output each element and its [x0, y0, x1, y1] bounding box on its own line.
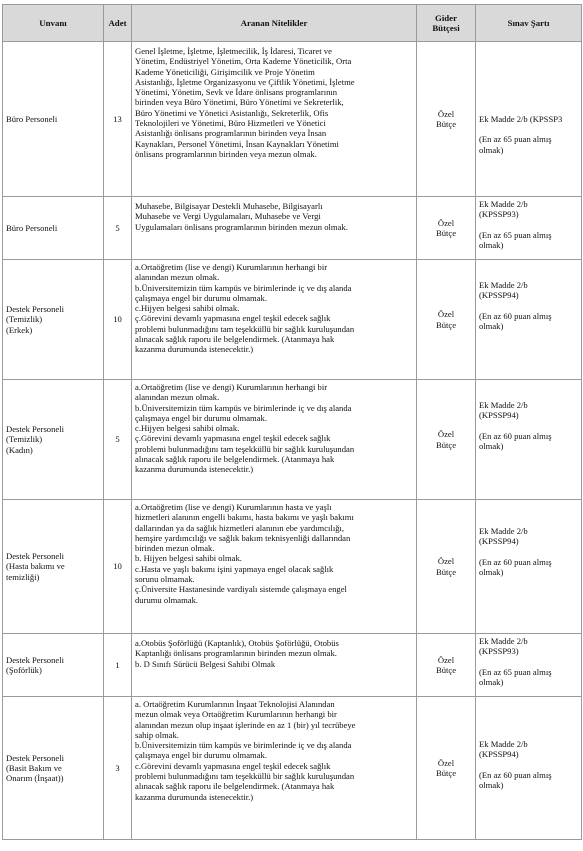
- nitelik-line: problemi bulunmadığını tam teşekküllü bir sağlık kuruluşundan: [135, 323, 355, 334]
- unvan-line: (Basit Bakım ve: [6, 762, 62, 773]
- gider-line: Bütçe: [435, 566, 457, 577]
- gider-line: Bütçe: [435, 439, 457, 450]
- sinav-line: (KPSSP94): [479, 749, 519, 760]
- sinav-sarti-cell: [476, 197, 582, 260]
- sinav-sarti-cell: [476, 634, 582, 697]
- adet-cell: 10: [104, 260, 132, 380]
- nitelik-line: önlisans programlarının birinden veya mezun olmak.: [135, 148, 317, 159]
- sinav-line: (KPSSP94): [479, 410, 519, 421]
- line-gap: [479, 220, 578, 230]
- sinav-sarti-cell: [476, 380, 582, 500]
- table-body: [3, 42, 582, 840]
- header-nitelikler: Aranan Nitelikler: [132, 5, 417, 42]
- header-sinav-sarti: Sınav Şartı: [476, 5, 582, 42]
- gider-butcesi-cell: [417, 42, 476, 197]
- sinav-line: (KPSSP93): [479, 646, 519, 657]
- unvan-cell: [3, 260, 104, 380]
- nitelik-line: b.Üniversitemizin tüm kampüs ve birimlerinde iç ve dış alanda: [135, 740, 352, 751]
- nitelik-line: durumu olmamak.: [135, 594, 199, 605]
- nitelik-line: ç.Görevini devamlı yapmasına engel teşkil edecek sağlık: [135, 433, 331, 444]
- nitelik-line: dallarından ya da sağlık hizmetleri alanının ebe yardımcılığı,: [135, 522, 345, 533]
- gider-butcesi-cell: [417, 500, 476, 634]
- sinav-line: (En az 65 puan almış: [479, 666, 552, 677]
- table-header-row: [3, 5, 582, 42]
- line-gap: [479, 124, 578, 134]
- header-gider-line: Gider: [435, 12, 457, 23]
- unvan-line: temizliği): [6, 571, 40, 582]
- line-gap: [479, 421, 578, 431]
- nitelik-line: mezun olmak veya Ortaöğretim Kurumlarının herhangi bir: [135, 709, 337, 720]
- table-row: [3, 697, 582, 840]
- nitelik-line: Teknolojileri ve Yönetimi, Büro Hizmetleri ve Yönetici: [135, 118, 326, 129]
- sinav-line: olmak): [479, 440, 504, 451]
- gider-line: Bütçe: [435, 768, 457, 778]
- gider-line: Özel: [437, 654, 455, 665]
- gider-line: Özel: [437, 757, 455, 768]
- unvan-line: (Kadın): [6, 444, 33, 455]
- nitelik-line: b.Üniversitemizin tüm kampüs ve birimlerinde iç ve dış alanda: [135, 282, 352, 293]
- nitelik-line: alınacak sağlık raporu ile belgelendirmek. (Atanmaya hak: [135, 454, 335, 465]
- sinav-line: Ek Madde 2/b: [479, 280, 528, 290]
- nitelik-line: alınacak sağlık raporu ile belgelendirmek. (Atanmaya hak: [135, 334, 335, 345]
- header-gider-line: Bütçesi: [432, 23, 460, 33]
- nitelik-line: alanından mezun olmak.: [135, 392, 220, 403]
- unvan-line: Büro Personeli: [6, 113, 58, 124]
- nitelik-line: problemi bulunmadığını tam teşekküllü bir sağlık kuruluşundan: [135, 771, 355, 782]
- nitelik-line: çalışmaya engel bir durumu olmamak.: [135, 292, 267, 303]
- sinav-line: Ek Madde 2/b (KPSSP3: [479, 114, 563, 124]
- nitelik-line: c.Hijyen belgesi sahibi olmak.: [135, 423, 240, 434]
- adet-cell: 3: [104, 697, 132, 840]
- unvan-line: (Temizlik): [6, 434, 43, 445]
- adet-cell: 10: [104, 500, 132, 634]
- unvan-line: Destek Personeli: [6, 424, 64, 435]
- sinav-line: (KPSSP94): [479, 290, 519, 301]
- nitelik-line: alınacak sağlık raporu ile belgelendirmek. (Atanmaya hak: [135, 781, 335, 792]
- table-row: [3, 380, 582, 500]
- nitelik-line: Muhasebe ve Vergi Uygulamaları, Muhasebe ve Vergi: [135, 211, 321, 222]
- nitelik-line: a.Ortaöğretim (lise ve dengi) Kurumlarının herhangi bir: [135, 382, 328, 392]
- sinav-line: (En az 60 puan almış: [479, 430, 552, 441]
- gider-line: Bütçe: [435, 119, 457, 129]
- nitelikler-cell: [132, 634, 417, 697]
- sinav-line: (En az 60 puan almış: [479, 310, 552, 321]
- unvan-line: Destek Personeli: [6, 304, 64, 315]
- nitelikler-cell: [132, 197, 417, 260]
- sinav-line: olmak): [479, 676, 504, 687]
- nitelik-line: Asistanlığı önlisans programlarının birinden veya İnsan: [135, 128, 327, 139]
- nitelik-line: c.Görevini devamlı yapmasına engel teşkil edecek sağlık: [135, 760, 331, 771]
- nitelik-line: alanından mezun olup inşaat işlerinde en az 1 (bir) yıl tecrübeye: [135, 719, 356, 730]
- unvan-line: Büro Personeli: [6, 222, 58, 233]
- nitelik-line: alanından mezun olmak.: [135, 272, 220, 283]
- nitelik-line: çalışmaya engel bir durumu olmamak.: [135, 750, 267, 761]
- nitelik-line: c.Hijyen belgesi sahibi olmak.: [135, 303, 240, 314]
- table-row: [3, 260, 582, 380]
- nitelik-line: birinden veya Büro Yönetimi, Büro Yönetimi ve Sekreterlik,: [135, 97, 344, 108]
- sinav-line: (En az 65 puan almış: [479, 229, 552, 240]
- sinav-line: olmak): [479, 566, 504, 577]
- adet-cell: 5: [104, 380, 132, 500]
- line-gap: [479, 760, 578, 770]
- nitelik-line: hizmetleri alanının engelli bakımı, hasta bakımı ve yaşlı bakımı: [135, 512, 354, 523]
- gider-line: Bütçe: [435, 228, 457, 238]
- unvan-line: (Temizlik): [6, 314, 43, 325]
- line-gap: [479, 547, 578, 557]
- unvan-cell: [3, 697, 104, 840]
- nitelik-line: birinden mezun olmak.: [135, 543, 215, 554]
- unvan-cell: [3, 500, 104, 634]
- nitelik-line: Uygulamaları önlisans programlarının birinden mezun olmak.: [135, 221, 348, 232]
- nitelik-line: Yönetim, Endüstriyel Yönetim, Orta Kademe Yöneticilik, Orta: [135, 56, 352, 67]
- sinav-line: (En az 65 puan almış: [479, 134, 552, 145]
- adet-cell: 13: [104, 42, 132, 197]
- line-gap: [479, 301, 578, 311]
- nitelik-line: Genel İşletme, İşletme, İşletmecilik, İş İdaresi, Ticaret ve: [135, 46, 332, 56]
- nitelik-line: kazanma durumunda istenecektir.): [135, 791, 254, 802]
- unvan-cell: [3, 380, 104, 500]
- gider-line: Özel: [437, 309, 455, 320]
- nitelik-line: Asistanlığı, İşletme Organizasyonu ve Çiftlik Yönetimi, İşletme: [135, 76, 355, 87]
- sinav-line: (En az 60 puan almış: [479, 556, 552, 567]
- sinav-line: (KPSSP93): [479, 209, 519, 220]
- nitelik-line: a.Ortaöğretim (lise ve dengi) Kurumlarının hasta ve yaşlı: [135, 502, 332, 512]
- gider-butcesi-cell: [417, 634, 476, 697]
- line-gap: [479, 657, 578, 667]
- sinav-line: olmak): [479, 320, 504, 331]
- sinav-line: Ek Madde 2/b: [479, 526, 528, 536]
- nitelik-line: a.Otobüs Şoförlüğü (Kaptanlık), Otobüs Şoförlüğü, Otobüs: [135, 638, 339, 648]
- nitelik-line: ç.Görevini devamlı yapmasına engel teşkil edecek sağlık: [135, 313, 331, 324]
- sinav-line: Ek Madde 2/b: [479, 636, 528, 646]
- sinav-line: (KPSSP94): [479, 536, 519, 547]
- sinav-sarti-cell: [476, 500, 582, 634]
- nitelik-line: Kademe Yöneticiliği, Girişimcilik ve Proje Yönetim: [135, 66, 315, 77]
- sinav-line: Ek Madde 2/b: [479, 739, 528, 749]
- gider-butcesi-cell: [417, 697, 476, 840]
- nitelik-line: Muhasebe, Bilgisayar Destekli Muhasebe, Bilgisayarlı: [135, 201, 323, 211]
- unvan-line: Destek Personeli: [6, 654, 64, 665]
- sinav-line: olmak): [479, 239, 504, 250]
- nitelik-line: sorunu olmamak.: [135, 574, 195, 585]
- gider-butcesi-cell: [417, 260, 476, 380]
- nitelik-line: kazanma durumunda istenecektir.): [135, 344, 254, 355]
- gider-line: Özel: [437, 108, 455, 119]
- nitelik-line: b. D Sınıfı Sürücü Belgesi Sahibi Olmak: [135, 658, 276, 669]
- gider-line: Özel: [437, 556, 455, 567]
- personnel-requirements-table: [2, 4, 582, 840]
- sinav-line: Ek Madde 2/b: [479, 400, 528, 410]
- nitelik-line: Yönetimi, Yönetim, Sevk ve İdare önlisans programlarının: [135, 87, 338, 98]
- nitelikler-cell: [132, 697, 417, 840]
- unvan-line: (Erkek): [6, 324, 33, 335]
- sinav-line: olmak): [479, 144, 504, 155]
- header-unvan: Unvanı: [3, 5, 104, 42]
- nitelik-line: b.Üniversitemizin tüm kampüs ve birimlerinde iç ve dış alanda: [135, 402, 352, 413]
- gider-line: Özel: [437, 429, 455, 440]
- nitelikler-cell: [132, 260, 417, 380]
- unvan-cell: [3, 634, 104, 697]
- nitelik-line: problemi bulunmadığını tam teşekküllü bir sağlık kuruluşundan: [135, 443, 355, 454]
- nitelik-line: Büro Yönetimi ve Yönetici Asistanlığı, Sekreterlik, Ofis: [135, 107, 329, 118]
- nitelik-line: ç.Üniversite Hastanesinde vardiyalı sistemde çalışmaya engel: [135, 584, 347, 595]
- nitelik-line: kazanma durumunda istenecektir.): [135, 464, 254, 475]
- nitelik-line: Kaynakları, Personel Yönetimi, İnsan Kaynakları Yönetimi: [135, 138, 339, 149]
- nitelik-line: c.Hasta ve yaşlı bakımı işini yapmaya engel olacak sağlık: [135, 563, 334, 574]
- table-row: [3, 42, 582, 197]
- header-gider-butcesi: [417, 5, 476, 42]
- table-row: [3, 197, 582, 260]
- header-adet: Adet: [104, 5, 132, 42]
- unvan-cell: [3, 42, 104, 197]
- nitelikler-cell: [132, 500, 417, 634]
- sinav-sarti-cell: [476, 260, 582, 380]
- nitelik-line: sahip olmak.: [135, 729, 179, 740]
- unvan-line: (Şoförlük): [6, 665, 42, 675]
- adet-cell: 5: [104, 197, 132, 260]
- unvan-line: (Hasta bakımı ve: [6, 561, 65, 572]
- table-row: [3, 500, 582, 634]
- unvan-line: Destek Personeli: [6, 752, 64, 763]
- table-row: [3, 634, 582, 697]
- nitelik-line: hemşire yardımcılığı ve sağlık bakım teknisyenliği dallarından: [135, 532, 351, 543]
- gider-line: Özel: [437, 217, 455, 228]
- sinav-sarti-cell: [476, 42, 582, 197]
- nitelikler-cell: [132, 42, 417, 197]
- nitelik-line: Kaptanlığı önlisans programlarının birinden mezun olmak.: [135, 648, 337, 659]
- sinav-line: olmak): [479, 779, 504, 790]
- nitelik-line: çalışmaya engel bir durumu olmamak.: [135, 412, 267, 423]
- unvan-line: Destek Personeli: [6, 551, 64, 562]
- unvan-line: Onarım (İnşaat)): [6, 773, 64, 784]
- gider-line: Bütçe: [435, 665, 457, 675]
- gider-butcesi-cell: [417, 380, 476, 500]
- nitelik-line: b. Hijyen belgesi sahibi olmak.: [135, 553, 242, 564]
- unvan-cell: [3, 197, 104, 260]
- sinav-line: Ek Madde 2/b: [479, 199, 528, 209]
- sinav-line: (En az 60 puan almış: [479, 769, 552, 780]
- adet-cell: 1: [104, 634, 132, 697]
- nitelik-line: a.Ortaöğretim (lise ve dengi) Kurumlarının herhangi bir: [135, 262, 328, 272]
- nitelikler-cell: [132, 380, 417, 500]
- gider-butcesi-cell: [417, 197, 476, 260]
- nitelik-line: a. Ortaöğretim Kurumlarının İnşaat Teknolojisi Alanından: [135, 699, 335, 709]
- sinav-sarti-cell: [476, 697, 582, 840]
- gider-line: Bütçe: [435, 319, 457, 330]
